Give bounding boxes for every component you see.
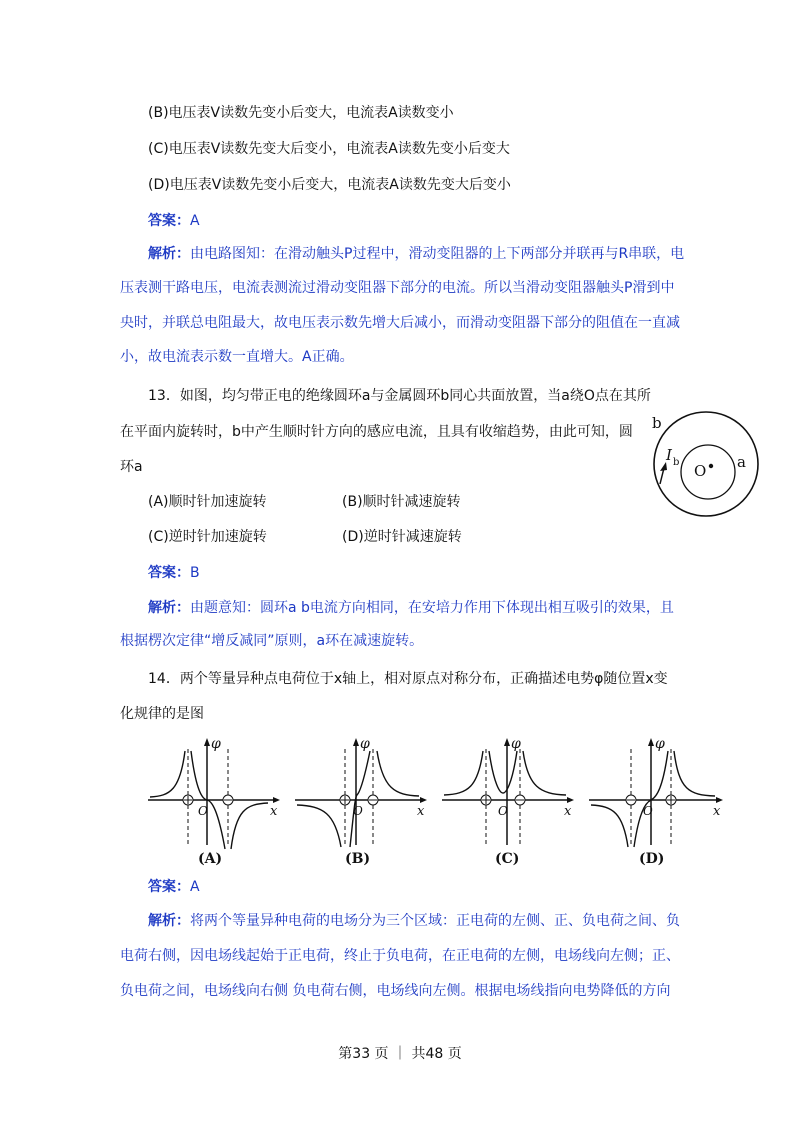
origin-label: O — [353, 804, 363, 818]
phi-label: φ — [655, 736, 665, 752]
curve-right — [377, 751, 419, 796]
x-axis-arrow — [716, 797, 723, 803]
label-o: O — [694, 462, 707, 480]
x-axis-arrow — [567, 797, 574, 803]
q14-stem-line-2: 化规律的是图 — [120, 706, 204, 722]
q13-option-b: (B)顺时针减速旋转 — [342, 494, 461, 510]
q13-option-c: (C)逆时针加速旋转 — [148, 529, 267, 545]
ring-a — [681, 445, 735, 499]
answer-label: 答案： — [148, 879, 190, 895]
q12-option-d: (D)电压表V读数先变小后变大，电流表A读数先变大后变小 — [148, 177, 511, 193]
label-a: a — [737, 453, 746, 471]
graph-c — [440, 735, 578, 867]
phi-label: φ — [360, 736, 370, 752]
y-axis-arrow — [204, 738, 210, 746]
label-i-sub: b — [673, 457, 680, 468]
q12-option-c: (C)电压表V读数先变大后变小，电流表A读数先变小后变大 — [148, 141, 510, 157]
analysis-label: 解析： — [148, 600, 190, 616]
label-b: b — [652, 414, 662, 432]
q12-analysis-line-2: 压表测干路电压，电流表测流过滑动变阻器下部分的电流。所以当滑动变阻器触头P滑到中 — [120, 280, 675, 296]
q12-analysis-line-4: 小，故电流表示数一直增大。A正确。 — [120, 349, 354, 365]
graph-a — [146, 735, 284, 867]
q12-analysis-line-3: 央时，并联总电阻最大，故电压表示数先增大后减小，而滑动变阻器下部分的阻值在一直减 — [120, 315, 680, 331]
analysis-label: 解析： — [148, 246, 190, 262]
phi-label: φ — [211, 736, 221, 752]
x-label: x — [417, 804, 425, 819]
q12-answer — [148, 211, 200, 231]
curve-middle — [489, 751, 517, 793]
y-axis-arrow — [648, 738, 654, 746]
curve-left — [444, 751, 483, 795]
answer-label: 答案： — [148, 213, 190, 229]
q13-stem-line-3: 环a — [120, 459, 143, 475]
q12-option-b: (B)电压表V读数先变小后变大，电流表A读数变小 — [148, 105, 454, 121]
center-dot — [709, 464, 713, 468]
curve-right — [231, 803, 268, 849]
q13-answer — [148, 563, 200, 583]
curve-right — [523, 751, 566, 795]
q14-analysis-line-1: 解析：将两个等量异种电荷的电场分为三个区域：正电荷的左侧、正、负电荷之间、负 — [148, 913, 680, 929]
x-axis-arrow — [420, 797, 427, 803]
q14-analysis-line-3: 负电荷之间，电场线向右侧 负电荷右侧，电场线向左侧。根据电场线指向电势降低的方向 — [120, 983, 671, 999]
curve-left — [591, 805, 628, 847]
curve-left — [297, 805, 341, 847]
caption: (A) — [198, 851, 223, 867]
q13-option-d: (D)逆时针减速旋转 — [342, 529, 462, 545]
origin-label: O — [498, 804, 508, 818]
answer-label: 答案： — [148, 565, 190, 581]
phi-label: φ — [511, 736, 521, 752]
graph-b — [293, 735, 431, 867]
caption: (D) — [639, 851, 665, 867]
q13-stem-line-2: 在平面内旋转时，b中产生顺时针方向的感应电流，且具有收缩趋势，由此可知，圆 — [120, 424, 633, 440]
y-axis-arrow — [504, 738, 510, 746]
caption: (C) — [495, 851, 520, 867]
x-label: x — [713, 804, 721, 819]
q13-stem-line-1: 13．如图，均匀带正电的绝缘圆环a与金属圆环b同心共面放置，当a绕O点在其所 — [148, 388, 651, 404]
origin-label: O — [643, 804, 653, 818]
curve-left — [150, 751, 185, 797]
page-footer: 第33 页 ｜ 共48 页 — [338, 1046, 462, 1062]
answer-value: A — [190, 879, 200, 895]
q13-analysis-line-2: 根据楞次定律“增反减同”原则，a环在减速旋转。 — [120, 633, 424, 649]
q13-ring-figure — [648, 408, 764, 520]
analysis-label: 解析： — [148, 913, 190, 929]
q13-analysis-line-1: 解析：由题意知：圆环a b电流方向相同，在安培力作用下体现出相互吸引的效果，且 — [148, 600, 674, 616]
x-label: x — [270, 804, 278, 819]
label-i: I — [666, 446, 672, 464]
x-label: x — [564, 804, 572, 819]
y-axis-arrow — [353, 738, 359, 746]
q13-option-a: (A)顺时针加速旋转 — [148, 494, 267, 510]
q12-analysis-line-1: 解析：由电路图知：在滑动触头P过程中，滑动变阻器的上下两部分并联再与R串联，电 — [148, 246, 685, 262]
curve-middle — [350, 751, 370, 847]
x-axis-arrow — [273, 797, 280, 803]
q14-answer — [148, 877, 200, 897]
origin-label: O — [198, 804, 208, 818]
graph-d — [587, 735, 727, 867]
answer-value: A — [190, 213, 200, 229]
answer-value: B — [190, 565, 200, 581]
curve-right — [674, 751, 715, 796]
q14-stem-line-1: 14．两个等量异种点电荷位于x轴上，相对原点对称分布，正确描述电势φ随位置x变 — [148, 671, 668, 687]
caption: (B) — [345, 851, 371, 867]
q14-analysis-line-2: 电荷右侧，因电场线起始于正电荷，终止于负电荷，在正电荷的左侧，电场线向左侧；正、 — [120, 948, 680, 964]
